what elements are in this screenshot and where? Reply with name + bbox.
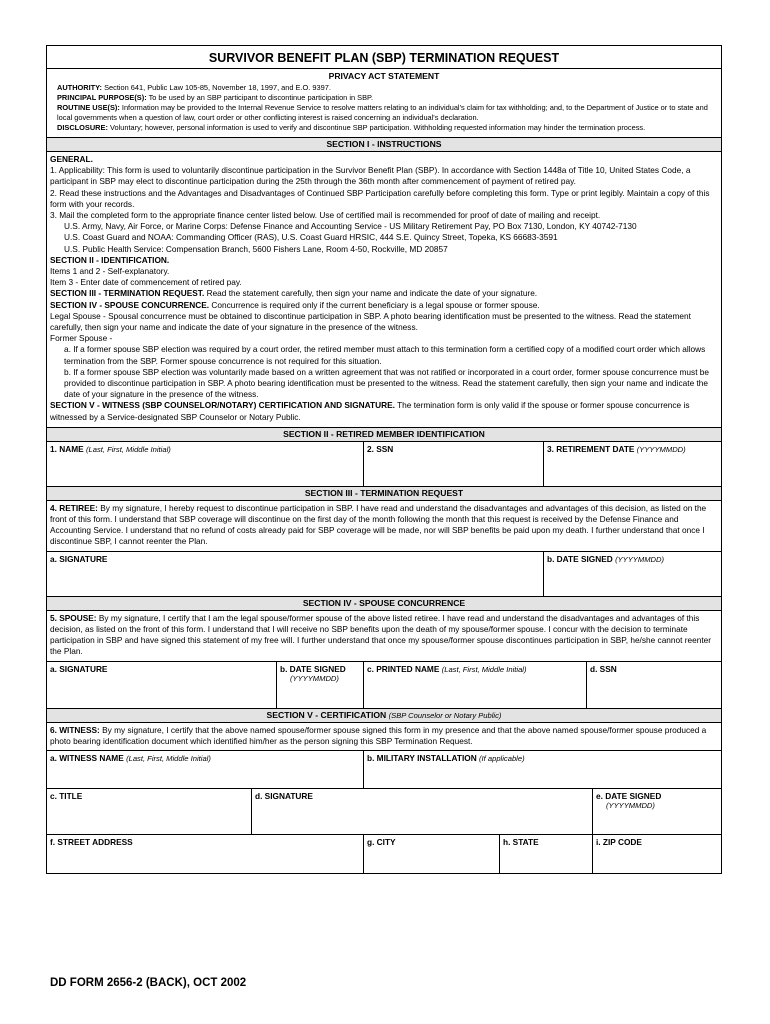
- authority-text: Section 641, Public Law 105-85, November 18, 1997, and E.O. 9397.: [104, 83, 331, 92]
- section-5-sub: (SBP Counselor or Notary Public): [388, 710, 502, 720]
- sbp-termination-form: [46, 45, 722, 874]
- section-5-title: SECTION V - CERTIFICATION: [266, 709, 387, 720]
- spouse-signature-field[interactable]: [47, 662, 277, 708]
- retirement-date-field[interactable]: [544, 442, 721, 486]
- witness-name-row: [47, 751, 721, 789]
- spouse-signature-label: a. SIGNATURE: [50, 663, 108, 674]
- witness-date-sub: (YYYYMMDD): [606, 800, 655, 810]
- spouse-name-label: c. PRINTED NAME: [367, 663, 440, 674]
- military-installation-field[interactable]: [364, 751, 721, 788]
- routine-label: ROUTINE USE(S):: [57, 103, 120, 112]
- address-coast-guard: U.S. Coast Guard and NOAA: Commanding Officer (RAS), U.S. Coast Guard HRSIC, 444 S.E. Quincy Street, Topeka, KS 66683-3591: [64, 232, 558, 243]
- witness-date-label: e. DATE SIGNED: [596, 790, 662, 801]
- witness-statement: [47, 723, 721, 751]
- retiree-signature-row: [47, 552, 721, 597]
- section-4-header: SECTION IV - SPOUSE CONCURRENCE: [47, 597, 721, 611]
- form-title: SURVIVOR BENEFIT PLAN (SBP) TERMINATION REQUEST: [47, 46, 721, 69]
- witness-text: By my signature, I certify that the above named spouse/former spouse signed this form in my presence and that the above named spouse/former spouse produced a photo bearing identification document which identified him/her as the person signing this SBP Termination Request.: [50, 724, 707, 746]
- former-spouse-instr: Former Spouse -: [50, 333, 113, 344]
- authority-label: AUTHORITY:: [57, 83, 103, 92]
- instruction-item-2: 2. Read these instructions and the Advantages and Disadvantages of Continued SBP Participation carefully before completing this form. Type or print legibly. Maintain a copy of this form with your records.: [50, 187, 710, 209]
- street-address-field[interactable]: [47, 835, 364, 873]
- form-number-footer: DD FORM 2656-2 (BACK), OCT 2002: [50, 977, 247, 989]
- address-public-health: U.S. Public Health Service: Compensation Branch, 5600 Fishers Lane, Room 4-50, Rockville, MD 20857: [64, 243, 448, 254]
- witness-title-label: c. TITLE: [50, 790, 83, 801]
- sec3-instr-text: Read the statement carefully, then sign your name and indicate the date of your signature.: [206, 288, 538, 299]
- spouse-ssn-label: d. SSN: [590, 663, 617, 674]
- witness-name-label: a. WITNESS NAME: [50, 752, 124, 763]
- purpose-text: To be used by an SBP participant to discontinue participation in SBP.: [148, 93, 374, 102]
- street-address-label: f. STREET ADDRESS: [50, 836, 133, 847]
- retiree-text: By my signature, I hereby request to discontinue participation in SBP. I have read and understand the disadvantages and advantages of this decision, as listed on the front of this form. I understand that SBP coverage will discontinue on the first day of the month following the month that this request is received by the Defense Finance and Accounting Service. I understand that no refund of costs already paid for SBP coverage will be made, nor will SBP benefits be paid upon my death. I further understand that once I discontinue SBP, I cannot reenter the Plan.: [50, 502, 707, 547]
- spouse-date-label: b. DATE SIGNED: [280, 663, 346, 674]
- sec4-instr-title: SECTION IV - SPOUSE CONCURRENCE.: [50, 299, 210, 310]
- retiree-ssn-label: 2. SSN: [367, 443, 394, 454]
- section-1-header: SECTION I - INSTRUCTIONS: [47, 138, 721, 152]
- sec5-instr-title: SECTION V - WITNESS (SBP COUNSELOR/NOTARY) CERTIFICATION AND SIGNATURE.: [50, 400, 395, 411]
- retiree-signature-field[interactable]: [47, 552, 544, 596]
- purpose-label: PRINCIPAL PURPOSE(S):: [57, 93, 147, 102]
- witness-title-field[interactable]: [47, 789, 252, 834]
- section-5-header: [47, 709, 721, 723]
- retiree-date-sub: (YYYYMMDD): [615, 554, 665, 564]
- witness-signature-label: d. SIGNATURE: [255, 790, 313, 801]
- sec4-instr-text: Concurrence is required only if the current beneficiary is a legal spouse or former spouse.: [211, 299, 540, 310]
- retiree-name-label: 1. NAME: [50, 443, 84, 454]
- witness-name-field[interactable]: [47, 751, 364, 788]
- routine-text: Information may be provided to the Internal Revenue Service to resolve matters relating to an individual's claim for tax withholding; and, to the Department of Justice or to state and local governments when a question of law, court order or other conflicting interest is raised concerning an individual's declaration.: [57, 103, 708, 122]
- spouse-label: 5. SPOUSE:: [50, 612, 97, 623]
- legal-spouse-instr: Legal Spouse - Spousal concurrence must be obtained to discontinue participation in SBP. A photo bearing identification must be presented to the witness. Read the statement carefully, then sign your name and indicate the date of your signature in the presence of the witness.: [50, 310, 691, 333]
- spouse-text: By my signature, I certify that I am the legal spouse/former spouse of the above listed retiree. I have read and understand the disadvantages and advantages of this decision, as listed on the front of this form. I understand that I will receive no SBP benefits upon the death of my spouse/former spouse. I concur with the decision to terminate participation in SBP and have signed this statement of my free will. I further understand that once my spouse/former spouse discontinues participation in SBP, he/she cannot reenter the Plan.: [50, 612, 712, 657]
- spouse-date-sub: (YYYYMMDD): [290, 673, 339, 683]
- spouse-signature-row: [47, 662, 721, 709]
- retiree-name-sub: (Last, First, Middle Initial): [85, 444, 171, 454]
- retiree-signature-label: a. SIGNATURE: [50, 553, 108, 564]
- privacy-act-statement: [47, 69, 721, 138]
- disclosure-label: DISCLOSURE:: [57, 123, 108, 132]
- spouse-date-field[interactable]: [277, 662, 364, 708]
- witness-address-row: [47, 835, 721, 873]
- military-installation-sub: (If applicable): [479, 753, 525, 763]
- instructions: [47, 152, 721, 428]
- spouse-name-sub: (Last, First, Middle Initial): [441, 664, 527, 674]
- section-3-header: SECTION III - TERMINATION REQUEST: [47, 487, 721, 501]
- witness-label: 6. WITNESS:: [50, 724, 100, 735]
- city-field[interactable]: [364, 835, 500, 873]
- witness-date-field[interactable]: [593, 789, 721, 834]
- sec2-instr-title: SECTION II - IDENTIFICATION.: [50, 254, 170, 265]
- address-army: U.S. Army, Navy, Air Force, or Marine Corps: Defense Finance and Accounting Service - US Military Retirement Pay, PO Box 7130, London, KY 40742-7130: [64, 221, 637, 232]
- instruction-item-1: 1. Applicability: This form is used to voluntarily discontinue participation in the Survivor Benefit Plan (SBP). In accordance with Section 1448a of Title 10, United States Code, a participant in SBP may elect to discontinue participation during the 25th through the 36th month after commencement of payment of retired pay.: [50, 165, 691, 187]
- identification-row: [47, 442, 721, 487]
- spouse-ssn-field[interactable]: [587, 662, 721, 708]
- retiree-statement: [47, 501, 721, 552]
- retiree-date-field[interactable]: [544, 552, 721, 596]
- retirement-date-sub: (YYYYMMDD): [636, 444, 686, 454]
- witness-title-row: [47, 789, 721, 835]
- zip-code-label: i. ZIP CODE: [596, 836, 642, 847]
- witness-signature-field[interactable]: [252, 789, 593, 834]
- instruction-item-3: 3. Mail the completed form to the appropriate finance center listed below. Use of certified mail is recommended for proof of date of mailing and receipt.: [50, 210, 601, 221]
- general-heading: GENERAL.: [50, 154, 93, 164]
- former-spouse-b: b. If a former spouse SBP election was voluntarily made based on a written agreement that was not ratified or incorporated in a court order, former spouse concurrence must be provided to discontinue participation in SBP. A photo bearing identification must be presented to the witness. Read the statement carefully, then sign your name and indicate the date of your signature in the presence of the witness.: [64, 366, 710, 400]
- former-spouse-a: a. If a former spouse SBP election was required by a court order, the retired member must attach to this termination form a certified copy of a modified court order which allows termination from the SBP. Former spouse concurrence is not required for this situation.: [64, 344, 706, 366]
- military-installation-label: b. MILITARY INSTALLATION: [367, 752, 477, 763]
- privacy-heading: PRIVACY ACT STATEMENT: [328, 71, 440, 81]
- retiree-date-label: b. DATE SIGNED: [547, 553, 613, 564]
- section-2-header: SECTION II - RETIRED MEMBER IDENTIFICATION: [47, 428, 721, 442]
- disclosure-text: Voluntary; however, personal information is used to verify and discontinue SBP participation. Withholding requested information may hinder the termination process.: [109, 123, 646, 132]
- state-label: h. STATE: [503, 836, 539, 847]
- retirement-date-label: 3. RETIREMENT DATE: [547, 443, 635, 454]
- sec5-instr-text: The termination form is only valid if the spouse or former spouse concurrence is witnessed by a Service-designated SBP Counselor or Notary Public.: [50, 400, 690, 422]
- witness-name-sub: (Last, First, Middle Initial): [126, 753, 211, 763]
- retiree-ssn-field[interactable]: [364, 442, 544, 486]
- city-label: g. CITY: [367, 836, 396, 847]
- zip-code-field[interactable]: [593, 835, 721, 873]
- spouse-statement: [47, 611, 721, 662]
- retiree-name-field[interactable]: [47, 442, 364, 486]
- state-field[interactable]: [500, 835, 593, 873]
- sec3-instr-title: SECTION III - TERMINATION REQUEST.: [50, 288, 205, 299]
- spouse-name-field[interactable]: [364, 662, 587, 708]
- sec2-instr-item3: Item 3 - Enter date of commencement of retired pay.: [50, 277, 242, 288]
- sec2-instr-items12: Items 1 and 2 - Self-explanatory.: [50, 266, 170, 277]
- retiree-label: 4. RETIREE:: [50, 502, 98, 513]
